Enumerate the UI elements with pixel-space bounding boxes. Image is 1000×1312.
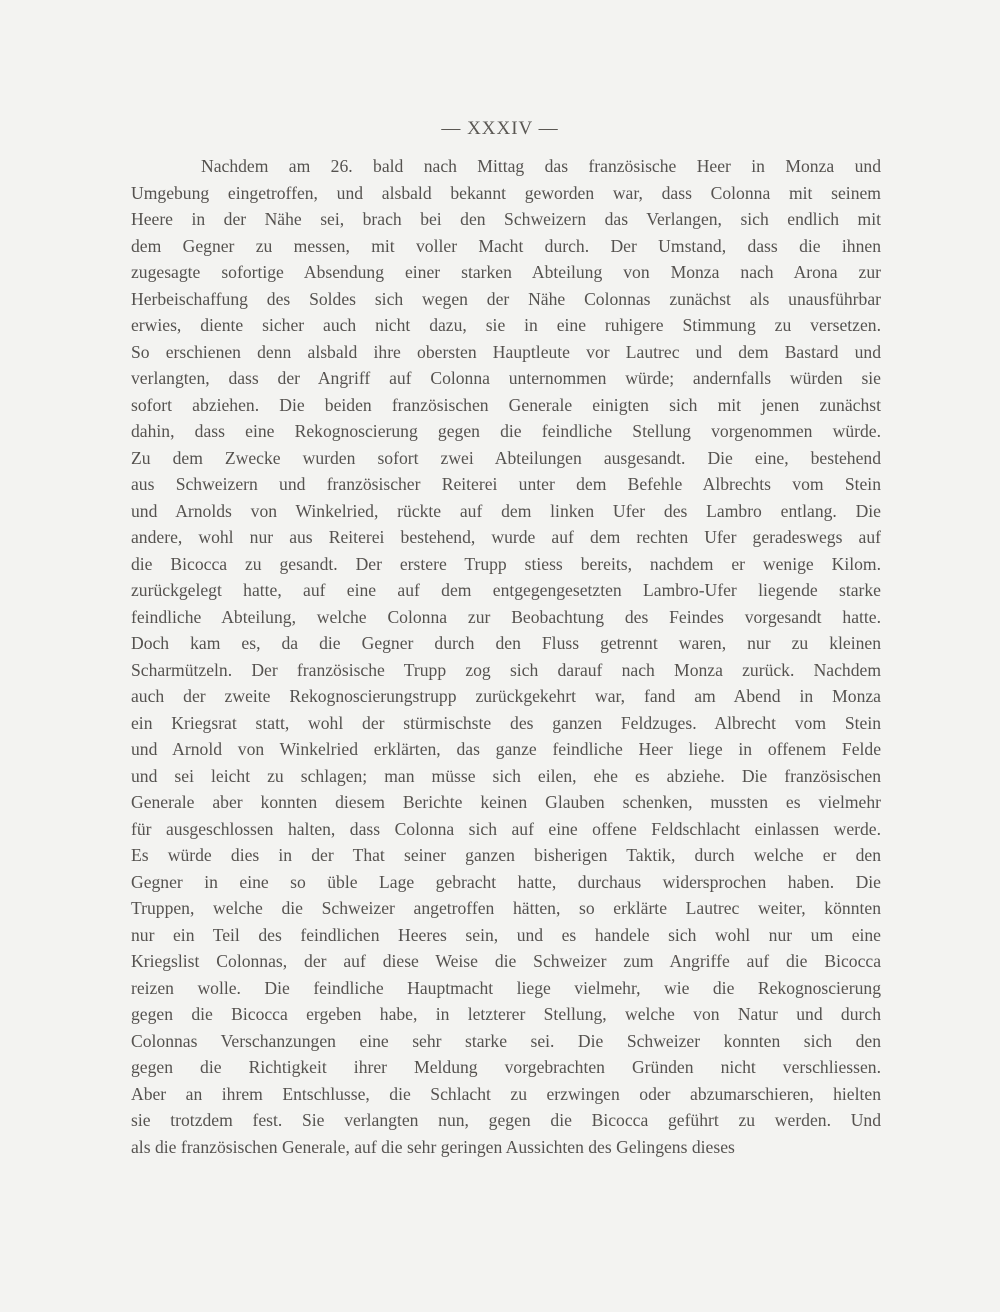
- text-line: sofort abziehen. Die beiden französischen Generale einigten sich mit jenen zunächst: [131, 394, 881, 415]
- text-line: Doch kam es, da die Gegner durch den Fluss getrennt waren, nur zu kleinen: [131, 633, 881, 653]
- text-line: Zu dem Zwecke wurden sofort zwei Abteilungen ausgesandt. Die eine, bestehend: [131, 447, 881, 468]
- text-line: nur ein Teil des feindlichen Heeres sein, und es handele sich wohl nur um eine: [131, 924, 881, 945]
- text-line: Kriegslist Colonnas, der auf diese Weise die Schweizer zum Angriffe auf die Bicocca: [131, 951, 881, 971]
- text-line: aus Schweizern und französischer Reiterei unter dem Befehle Albrechts vom Stein: [131, 474, 881, 494]
- text-line: Heere in der Nähe sei, brach bei den Schweizern das Verlangen, sich endlich mit: [131, 209, 881, 229]
- page-number: — XXXIV —: [441, 118, 559, 139]
- body-text: [131, 153, 881, 1160]
- text-line: Gegner in eine so üble Lage gebracht hatte, durchaus widersprochen haben. Die: [131, 871, 881, 892]
- text-line: Colonnas Verschanzungen eine sehr starke sei. Die Schweizer konnten sich den: [131, 1030, 881, 1051]
- text-line: sie trotzdem fest. Sie verlangten nun, gegen die Bicocca geführt zu werden. Und: [131, 1110, 881, 1130]
- text-line: Truppen, welche die Schweizer angetroffen hätten, so erklärte Lautrec weiter, könnten: [131, 898, 881, 918]
- text-line: für ausgeschlossen halten, dass Colonna sich auf eine offene Feldschlacht einlassen werde.: [131, 818, 881, 839]
- text-line: Umgebung eingetroffen, und alsbald bekannt geworden war, dass Colonna mit seinem: [131, 182, 881, 203]
- text-line: als die französischen Generale, auf die sehr geringen Aussichten des Gelingens dieses: [131, 1136, 735, 1157]
- text-line: und Arnolds von Winkelried, rückte auf dem linken Ufer des Lambro entlang. Die: [131, 500, 881, 521]
- text-line: dahin, dass eine Rekognoscierung gegen die feindliche Stellung vorgenommen würde.: [131, 421, 881, 441]
- text-line: gegen die Richtigkeit ihrer Meldung vorgebrachten Gründen nicht verschliessen.: [131, 1057, 881, 1077]
- text-line: reizen wolle. Die feindliche Hauptmacht liege vielmehr, wie die Rekognoscierung: [131, 977, 881, 998]
- text-line: So erschienen denn alsbald ihre obersten Hauptleute vor Lautrec und dem Bastard und: [131, 341, 881, 362]
- text-line: Scharmützeln. Der französische Trupp zog sich darauf nach Monza zurück. Nachdem: [131, 659, 881, 680]
- text-line: erwies, diente sicher auch nicht dazu, sie in eine ruhigere Stimmung zu versetzen.: [131, 315, 881, 335]
- text-line: Herbeischaffung des Soldes sich wegen der Nähe Colonnas zunächst als unausführbar: [131, 288, 881, 309]
- text-line: Generale aber konnten diesem Berichte keinen Glauben schenken, mussten es vielmehr: [131, 792, 881, 812]
- text-line: verlangten, dass der Angriff auf Colonna unternommen würde; andernfalls würden sie: [131, 368, 881, 388]
- text-line: Nachdem am 26. bald nach Mittag das französische Heer in Monza und: [201, 156, 881, 176]
- text-line: zurückgelegt hatte, auf eine auf dem entgegengesetzten Lambro-Ufer liegende starke: [131, 580, 881, 600]
- text-line: feindliche Abteilung, welche Colonna zur Beobachtung des Feindes vorgesandt hatte.: [131, 606, 881, 627]
- text-line: Aber an ihrem Entschlusse, die Schlacht zu erzwingen oder abzumarschieren, hielten: [131, 1083, 881, 1104]
- text-line: zugesagte sofortige Absendung einer starken Abteilung von Monza nach Arona zur: [131, 262, 881, 282]
- text-line: gegen die Bicocca ergeben habe, in letzterer Stellung, welche von Natur und durch: [131, 1004, 881, 1024]
- text-line: Es würde dies in der That seiner ganzen bisherigen Taktik, durch welche er den: [131, 845, 881, 865]
- text-line: auch der zweite Rekognoscierungstrupp zurückgekehrt war, fand am Abend in Monza: [131, 686, 881, 706]
- text-line: dem Gegner zu messen, mit voller Macht durch. Der Umstand, dass die ihnen: [131, 235, 881, 256]
- text-line: ein Kriegsrat statt, wohl der stürmischste des ganzen Feldzuges. Albrecht vom Stein: [131, 712, 881, 733]
- text-line: andere, wohl nur aus Reiterei bestehend, wurde auf dem rechten Ufer geradeswegs auf: [131, 527, 881, 547]
- text-line: die Bicocca zu gesandt. Der erstere Trupp stiess bereits, nachdem er wenige Kilom.: [131, 553, 881, 574]
- text-line: und sei leicht zu schlagen; man müsse sich eilen, ehe es abziehe. Die französischen: [131, 765, 881, 786]
- text-line: und Arnold von Winkelried erklärten, das ganze feindliche Heer liege in offenem Felde: [131, 739, 881, 759]
